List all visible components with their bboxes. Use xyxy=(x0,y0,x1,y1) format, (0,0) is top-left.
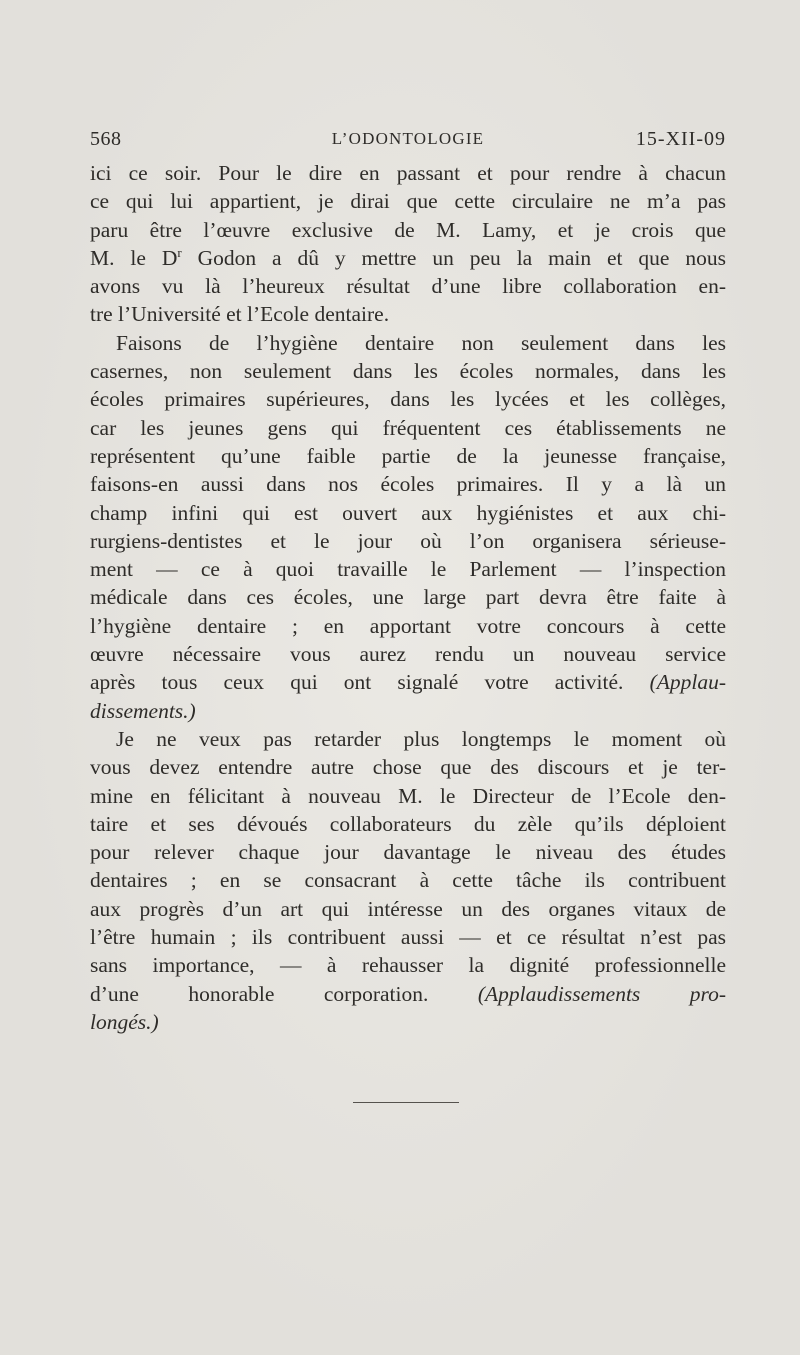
text-line: écoles primaires supérieures, dans les lycées et les collèges, xyxy=(90,387,726,412)
journal-title: L’ODONTOLOGIE xyxy=(331,129,485,148)
text-line: taire et ses dévoués collaborateurs du zèle qu’ils déploient xyxy=(90,811,726,836)
text-line: aux progrès d’un art qui intéresse un des organes vitaux de xyxy=(90,896,726,921)
section-separator xyxy=(353,1102,459,1103)
text-line: l’hygiène dentaire ; en apportant votre concours à cette xyxy=(90,613,726,638)
text-line: vous devez entendre autre chose que des discours et je ter- xyxy=(90,755,726,780)
text-line: l’être humain ; ils contribuent aussi — et ce résultat n’est pas xyxy=(90,925,726,950)
text-line: sans importance, — à rehausser la dignité professionnelle xyxy=(90,953,726,978)
applause-note: (Applaudissements pro- xyxy=(477,981,726,1006)
text-line: paru être l’œuvre exclusive de M. Lamy, et je crois que xyxy=(90,217,726,242)
text-line: faisons-en aussi dans nos écoles primaires. Il y a là un xyxy=(90,472,726,497)
text-line: pour relever chaque jour davantage le niveau des études xyxy=(90,840,726,865)
text-line: casernes, non seulement dans les écoles normales, dans les xyxy=(90,359,726,384)
doctor-abbrev: M. le D xyxy=(90,245,178,270)
text-line: avons vu là l’heureux résultat d’une libre collaboration en- xyxy=(90,274,726,299)
doctor-superscript: r xyxy=(177,244,182,260)
applause-note-end: longés.) xyxy=(90,1009,159,1034)
text-line: rurgiens-dentistes et le jour où l’on organisera sérieuse- xyxy=(90,528,726,553)
text-line: champ infini qui est ouvert aux hygiénistes et aux chi- xyxy=(90,500,726,525)
text-line xyxy=(90,980,726,1008)
text-line: œuvre nécessaire vous aurez rendu un nouveau service xyxy=(90,642,726,667)
text-line: mine en félicitant à nouveau M. le Directeur de l’Ecole den- xyxy=(90,783,726,808)
text-line: médicale dans ces écoles, une large part devra être faite à xyxy=(90,585,726,610)
text-line: Je ne veux pas retarder plus longtemps le moment où xyxy=(116,726,726,751)
text-line: ment — ce à quoi travaille le Parlement — l’inspection xyxy=(90,557,726,582)
text-line-main: après tous ceux qui ont signalé votre activité. xyxy=(90,670,624,695)
article-body xyxy=(90,159,726,1036)
applause-note-end: dissements.) xyxy=(90,698,196,723)
applause-note: (Applau- xyxy=(649,670,726,695)
text-line: représentent qu’une faible partie de la jeunesse française, xyxy=(90,443,726,468)
text-line: dentaires ; en se consacrant à cette tâche ils contribuent xyxy=(90,868,726,893)
text-line: ici ce soir. Pour le dire en passant et pour rendre à chacun xyxy=(90,161,726,185)
text-line: Faisons de l’hygiène dentaire non seulement dans les xyxy=(116,330,726,355)
text-line-main: d’une honorable corporation. xyxy=(90,981,429,1006)
text-line xyxy=(90,668,726,696)
text-line: car les jeunes gens qui fréquentent ces établissements ne xyxy=(90,415,726,440)
text-line xyxy=(90,244,726,272)
page-number: 568 xyxy=(90,128,122,150)
running-head xyxy=(90,124,726,154)
issue-date: 15-XII-09 xyxy=(635,128,726,150)
text-line: tre l’Université et l’Ecole dentaire. xyxy=(90,302,390,327)
text-line: ce qui lui appartient, je dirai que cette circulaire ne m’a pas xyxy=(90,189,726,214)
text-line-rest: Godon a dû y mettre un peu la main et que nous xyxy=(197,245,726,270)
